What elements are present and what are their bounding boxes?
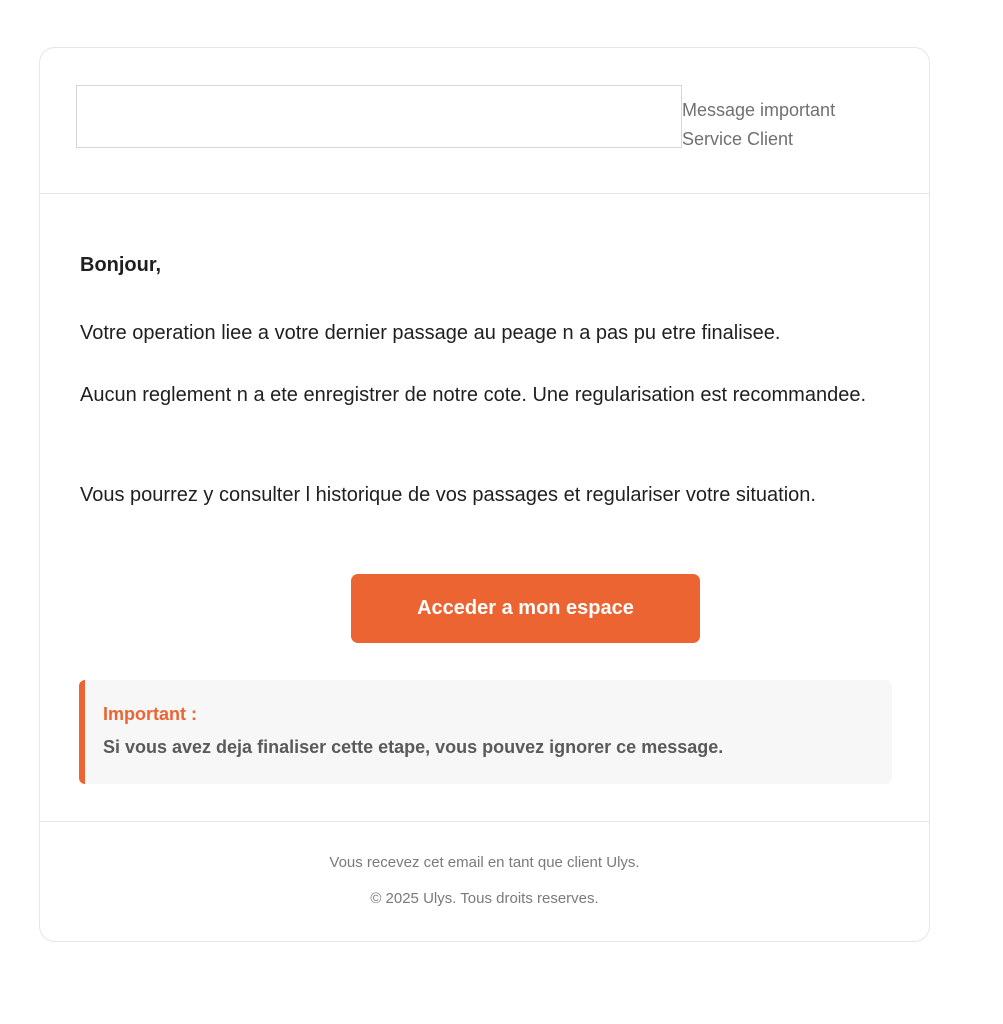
access-account-button[interactable]: Acceder a mon espace: [351, 574, 700, 643]
paragraph-historique: Vous pourrez y consulter l historique de vos passages et regulariser votre situation.: [80, 484, 816, 506]
email-card: [39, 47, 930, 942]
header-text: [682, 96, 835, 154]
logo-placeholder: [76, 85, 682, 148]
header-line-service-client: Service Client: [682, 129, 794, 149]
header-line-message-important: Message important: [682, 100, 836, 120]
footer-client-note: Vous recevez cet email en tant que client Ulys.: [329, 854, 640, 871]
email-header: [40, 48, 929, 194]
greeting: Bonjour,: [80, 254, 162, 276]
paragraph-operation: Votre operation liee a votre dernier passage au peage n a pas pu etre finalisee.: [80, 322, 781, 344]
notice-title: Important :: [103, 704, 197, 724]
paragraph-reglement: Aucun reglement n a ete enregistrer de notre cote. Une regularisation est recommandee.: [80, 384, 866, 406]
important-notice: [79, 680, 892, 784]
email-footer: [40, 821, 929, 942]
notice-text: Si vous avez deja finaliser cette etape, vous pouvez ignorer ce message.: [103, 737, 724, 757]
footer-copyright: © 2025 Ulys. Tous droits reserves.: [370, 890, 599, 907]
